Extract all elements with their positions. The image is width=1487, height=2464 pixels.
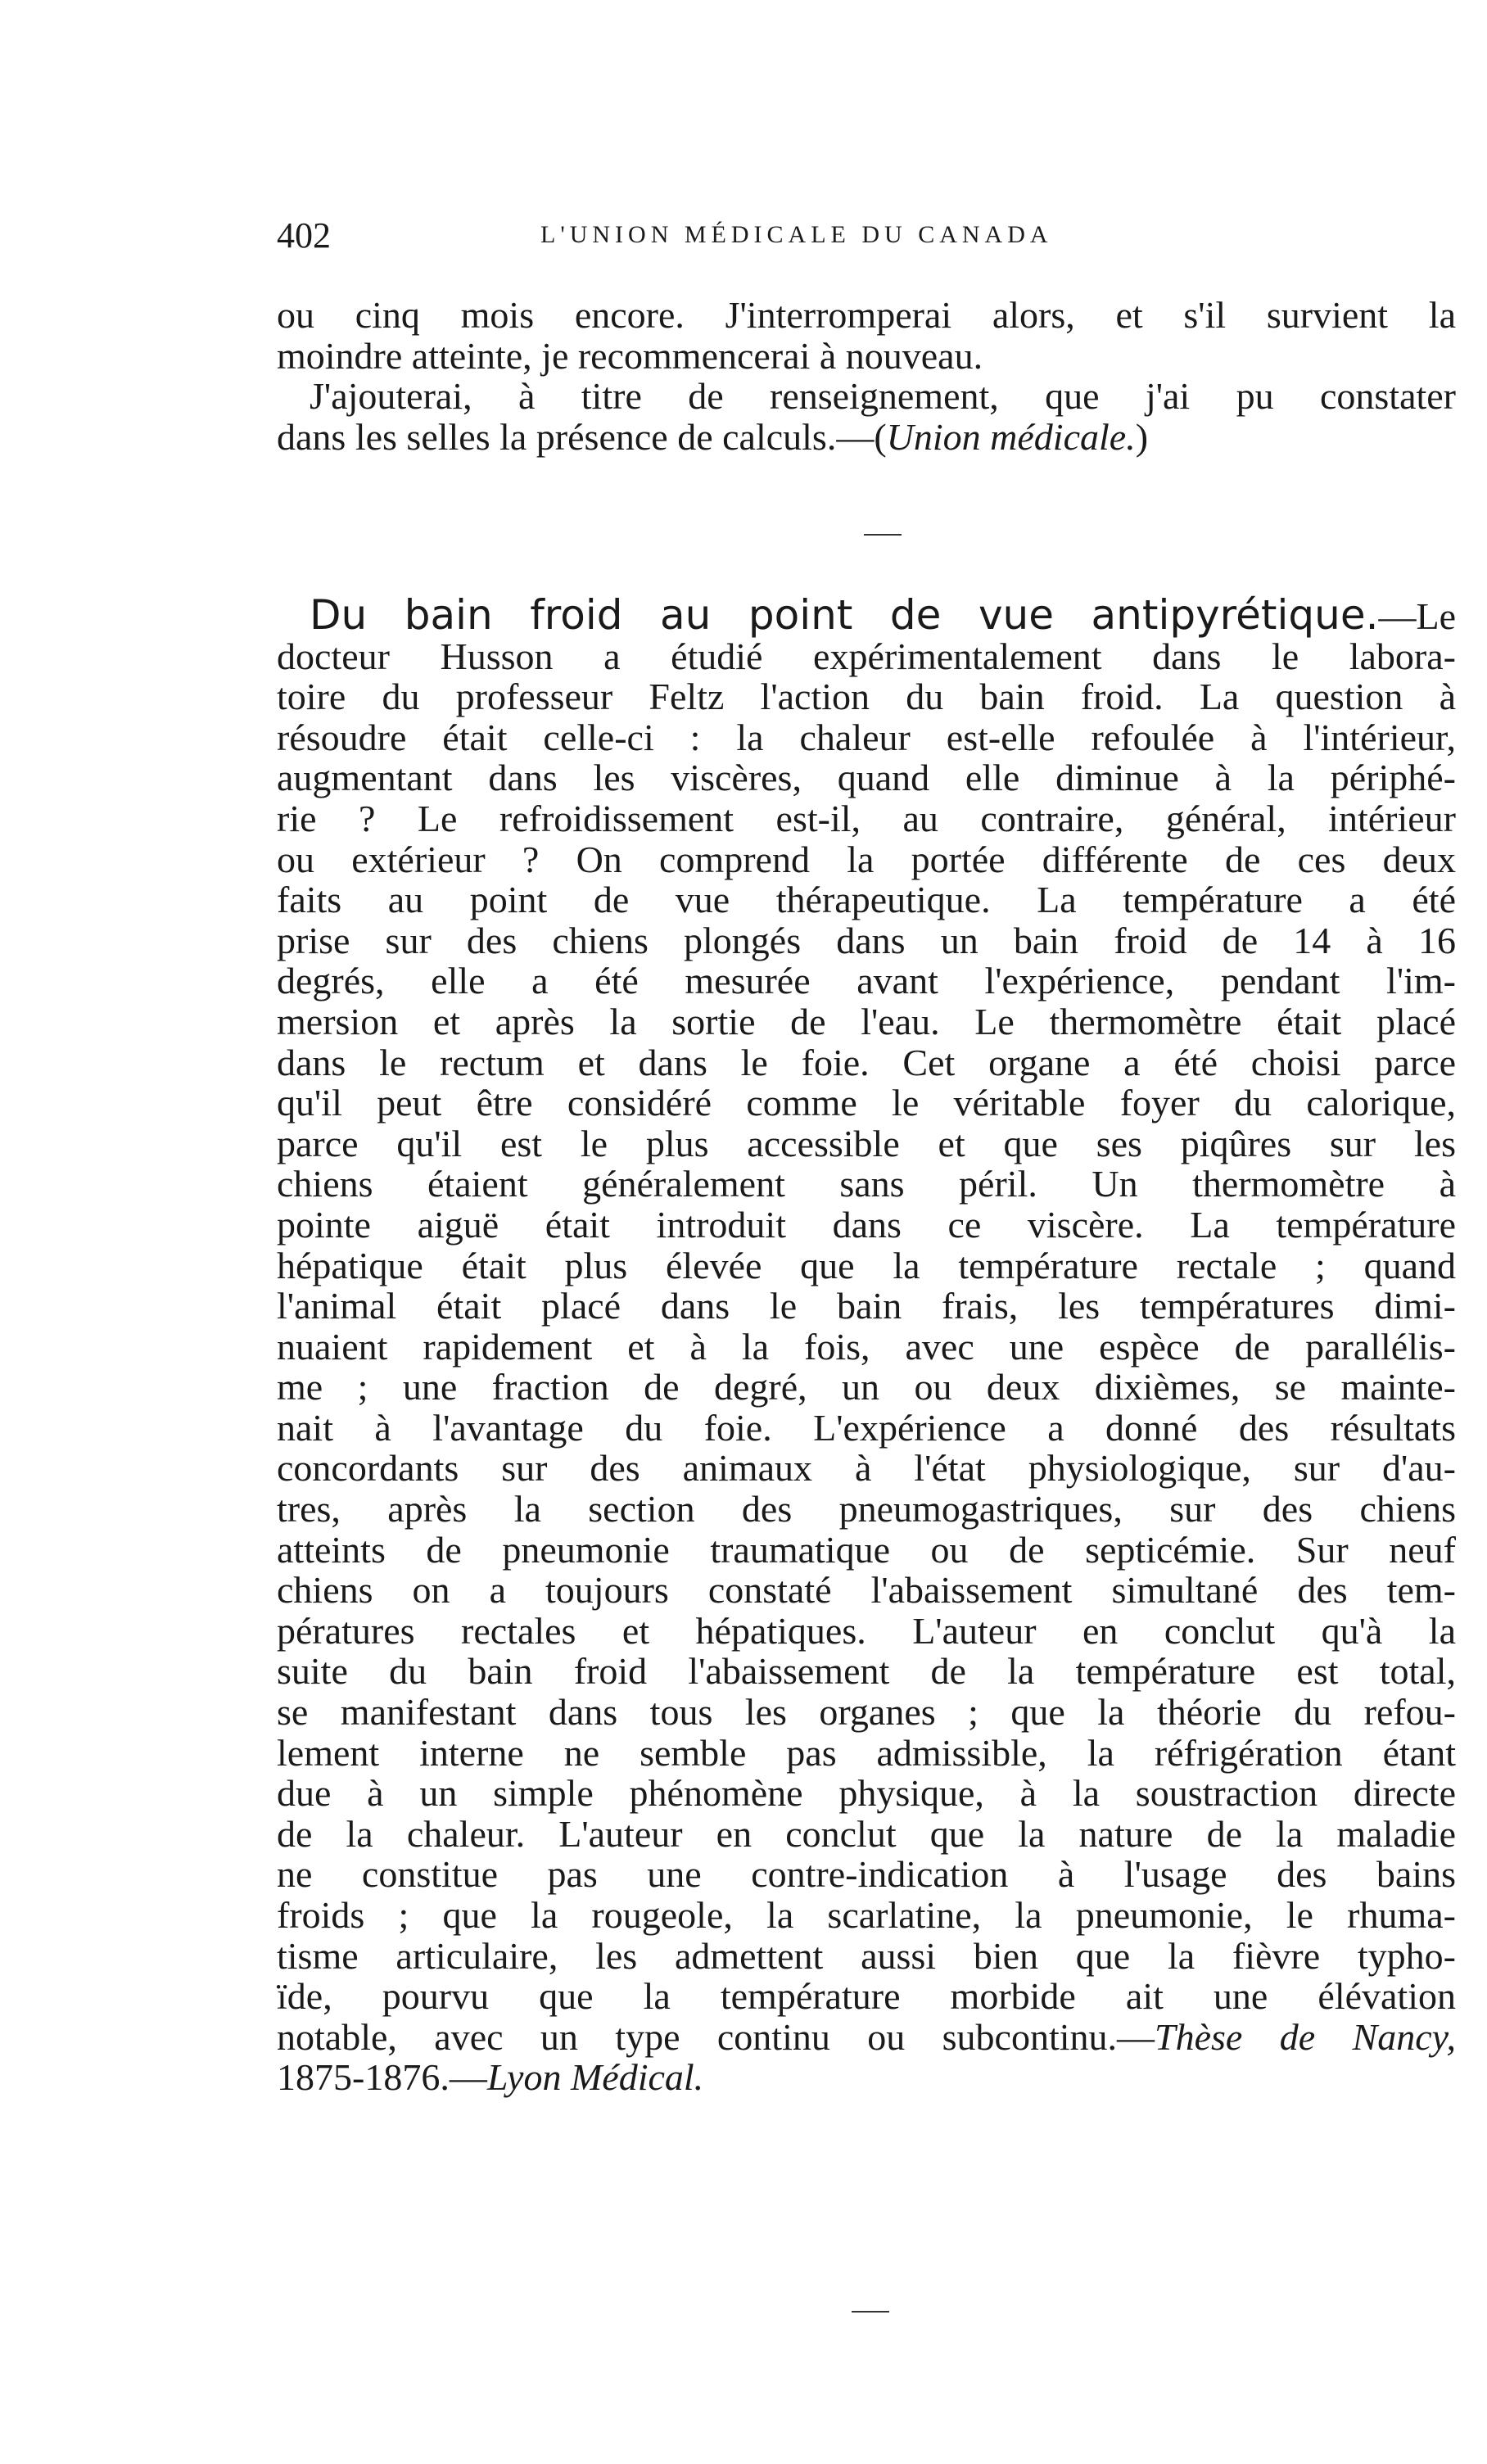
text-line: suite du bain froid l'abaissement de la température est total, [277,1650,1456,1693]
text-line: rie ? Le refroidissement est-il, au contraire, général, intérieur [277,797,1456,839]
citation-close: ) [1135,415,1149,458]
text-line-citation [277,417,1456,458]
text-line: pératures rectales et hépatiques. L'auteur en conclut qu'à la [277,1609,1456,1652]
text-line: concordants sur des animaux à l'état physiologique, sur d'au- [277,1447,1456,1490]
text-line: parce qu'il est le plus accessible et que ses piqûres sur les [277,1122,1456,1164]
text-line: résoudre était celle-ci : la chaleur est-elle refoulée à l'intérieur, [277,716,1456,758]
heading-dash: — [1378,595,1417,637]
text-line: mersion et après la sortie de l'eau. Le thermomètre était placé [277,1000,1456,1042]
text-line: me ; une fraction de degré, un ou deux dixièmes, se mainte- [277,1366,1456,1408]
text-line: ou extérieur ? On comprend la portée différente de ces deux [277,838,1456,880]
text-line: tisme articulaire, les admettent aussi bien que la fièvre typho- [277,1934,1456,1977]
text-line: dans le rectum et dans le foie. Cet organe a été choisi parce [277,1041,1456,1083]
section-divider [852,2311,889,2313]
text-line: toire du professeur Feltz l'action du bain froid. La question à [277,676,1456,718]
text-line-year [277,2057,1456,2098]
source-citation: Thèse de Nancy, [1155,2015,1456,2058]
text-line: atteints de pneumonie traumatique ou de septicémie. Sur neuf [277,1528,1456,1571]
text-line: hépatique était plus élevée que la température rectale ; quand [277,1244,1456,1286]
text-line: nait à l'avantage du foie. L'expérience a donné des résultats [277,1406,1456,1449]
text-line: de la chaleur. L'auteur en conclut que la nature de la maladie [277,1812,1456,1855]
journal-title: L'UNION MÉDICALE DU CANADA [540,221,1053,248]
text-line: J'ajouterai, à titre de renseignement, que j'ai pu constater [310,375,1456,418]
text-line: docteur Husson a étudié expérimentalement dans le labora- [277,635,1456,677]
running-head [277,215,1456,264]
citation-source: Union médicale. [886,415,1136,458]
text-line: prise sur des chiens plongés dans un bain froid de 14 à 16 [277,919,1456,961]
text-line: l'animal était placé dans le bain frais, les températures dimi- [277,1285,1456,1327]
article-body [277,591,1456,2099]
text-line: due à un simple phénomène physique, à la soustraction directe [277,1772,1456,1815]
source-citation: Lyon Médical. [486,2056,704,2099]
text-line: augmentant dans les viscères, quand elle diminue à la périphé- [277,757,1456,799]
text-line: lement interne ne semble pas admissible, la réfrigération étant [277,1731,1456,1774]
text-line: ne constitue pas une contre-indication à l'usage des bains [277,1853,1456,1896]
text-line: faits au point de vue thérapeutique. La température a été [277,879,1456,921]
text-line-with-source [277,2017,1456,2058]
text-line: nuaient rapidement et à la fois, avec une espèce de parallélis- [277,1325,1456,1368]
year-range: 1875-1876.— [277,2056,487,2099]
text-line: ïde, pourvu que la température morbide ait une élévation [277,1975,1456,2018]
text-line: qu'il peut être considéré comme le véritable foyer du calorique, [277,1082,1456,1124]
page-number: 402 [277,215,331,255]
article-heading: Du bain froid au point de vue antipyrétique. [310,591,1379,639]
text-line: froids ; que la rougeole, la scarlatine, la pneumonie, le rhuma- [277,1894,1456,1936]
text-line: degrés, elle a été mesurée avant l'expérience, pendant l'im- [277,960,1456,1002]
text-line: notable, avec un type continu ou subcontinu.— [277,2015,1155,2058]
text-line: moindre atteinte, je recommencerai à nouveau. [277,334,983,377]
section-divider [864,534,902,536]
article-heading-line [277,591,1456,639]
text-line: se manifestant dans tous les organes ; que la théorie du refou- [277,1691,1456,1734]
citation-lead: dans les selles la présence de calculs.—( [277,415,887,458]
text-line: pointe aiguë était introduit dans ce viscère. La température [277,1203,1456,1246]
text-line: tres, après la section des pneumogastriques, sur des chiens [277,1488,1456,1530]
text-line: chiens on a toujours constaté l'abaissement simultané des tem- [277,1569,1456,1612]
text-line: ou cinq mois encore. J'interromperai alors, et s'il survient la [277,294,1456,336]
text-line: chiens étaient généralement sans péril. Un thermomètre à [277,1163,1456,1205]
text-line: Le [1416,595,1456,637]
continued-paragraph [277,295,1456,457]
